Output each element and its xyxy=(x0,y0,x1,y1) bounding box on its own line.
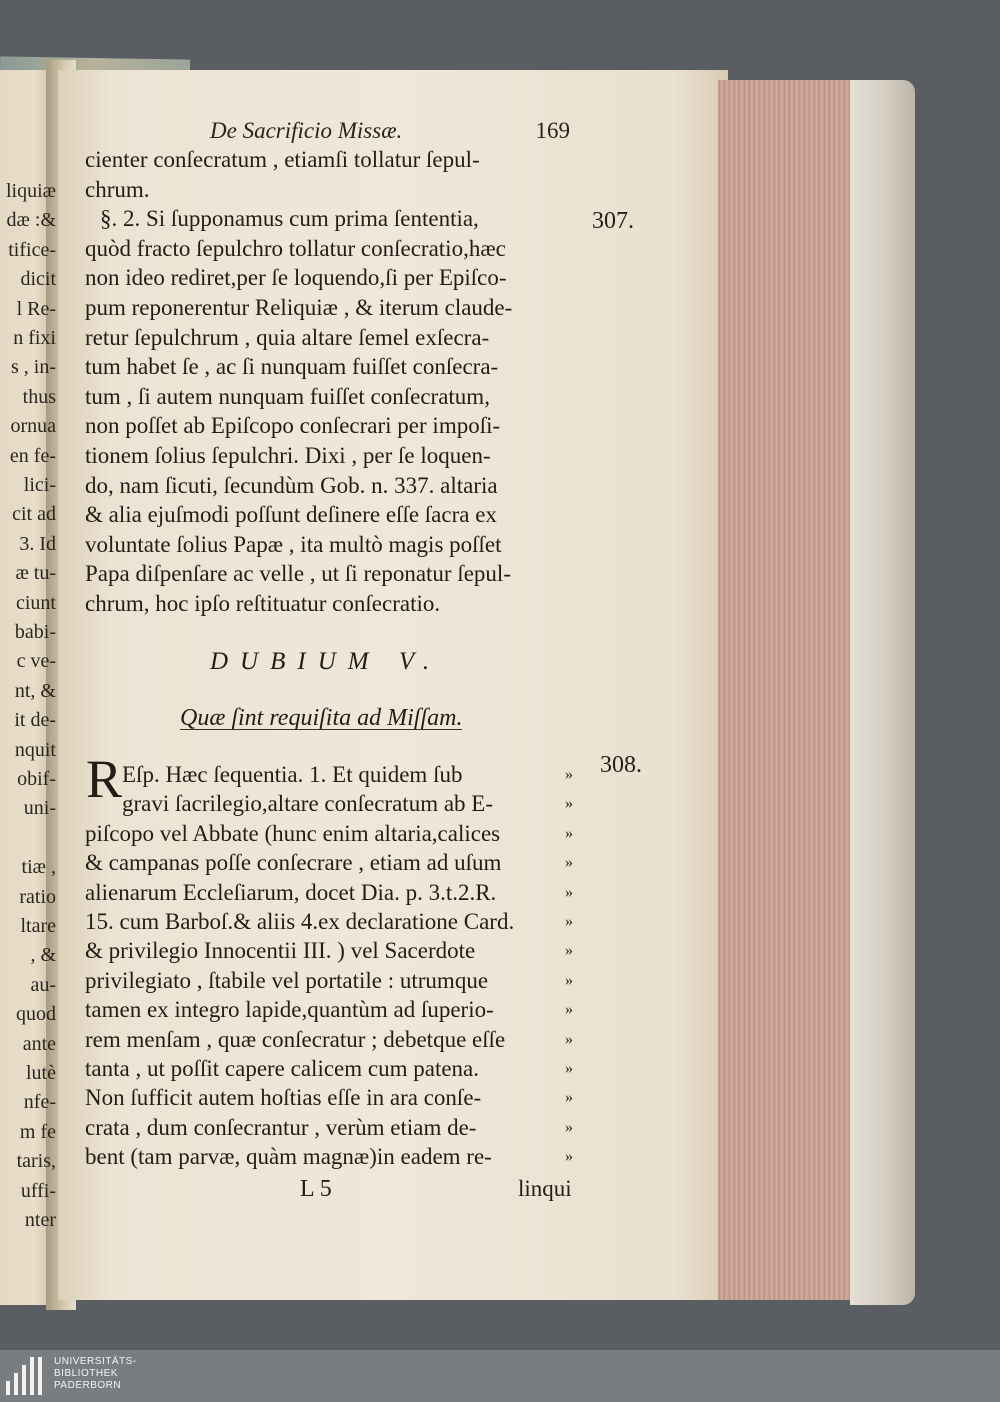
text-line: piſcopo vel Abbate (hunc enim altaria,calices xyxy=(85,820,501,846)
quote-mark: » xyxy=(565,795,573,813)
quote-mark: » xyxy=(565,1118,573,1136)
text-line: chrum, hoc ipſo reſtituatur conſecratio. xyxy=(85,591,441,616)
text-line: §. 2. Si ſupponamus cum prima ſententia, xyxy=(100,206,479,232)
left-page-line: ratio xyxy=(19,885,56,908)
text-line: cienter conſecratum , etiamſi tollatur ſepul- xyxy=(85,147,480,172)
left-page-line: lici- xyxy=(23,474,56,496)
left-page-line: 3. Id xyxy=(19,532,56,555)
text-line: tum , ſi autem nunquam fuiſſet conſecratum, xyxy=(85,383,490,409)
left-page-line: uffi- xyxy=(20,1179,56,1202)
left-page-line: c ve- xyxy=(16,650,56,673)
left-page-line: dæ :& xyxy=(6,209,56,232)
page-edges xyxy=(718,80,858,1300)
text-line: retur ſepulchrum , quia altare ſemel exſecra- xyxy=(85,324,490,350)
text-line: quòd fracto ſepulchro tollatur conſecratio,hæc xyxy=(85,235,506,261)
text-line: non ideo rediret,per ſe loquendo,ſi per Epiſco- xyxy=(85,265,507,291)
quote-mark: » xyxy=(565,1148,573,1166)
quote-mark: » xyxy=(565,1089,573,1107)
section-subheading: Quæ ſint requiſita ad Miſſam. xyxy=(180,705,463,731)
left-page-line: lutè xyxy=(26,1062,56,1084)
library-name-line-1: UNIVERSITÄTS- xyxy=(54,1356,137,1367)
drop-cap: R xyxy=(86,749,123,809)
text-line: bent (tam parvæ, quàm magnæ)in eadem re- xyxy=(85,1144,492,1170)
quote-mark: » xyxy=(565,1060,573,1077)
left-page-line: uni- xyxy=(23,797,56,820)
text-line: tum habet ſe , ac ſi nunquam fuiſſet conſecra- xyxy=(85,354,499,380)
left-page-line: nfe- xyxy=(23,1091,56,1114)
left-page-line: ltare xyxy=(20,915,56,937)
left-page-line: , & xyxy=(30,944,56,967)
library-name-line-2: BIBLIOTHEK xyxy=(54,1368,118,1379)
left-page-line: en fe- xyxy=(9,444,56,467)
left-page-line: æ tu- xyxy=(15,562,56,585)
text-line: do, nam ſicuti, ſecundùm Gob. n. 337. altaria xyxy=(85,472,498,498)
library-name xyxy=(54,1356,137,1392)
text-line: voluntate ſolius Papæ , ita multò magis poſſet xyxy=(85,531,502,557)
text-line: rem menſam , quæ conſecratur ; debetque eſſe xyxy=(85,1026,506,1052)
left-page-line: ante xyxy=(22,1032,56,1055)
left-page-line: liquiæ xyxy=(5,180,56,202)
left-page-line: tifice- xyxy=(8,238,56,261)
quote-mark: » xyxy=(565,766,573,783)
left-page-line: nquit xyxy=(14,738,56,761)
left-page-line: tiæ , xyxy=(21,856,56,879)
left-page-line: s , in- xyxy=(11,356,56,379)
quote-mark: » xyxy=(565,942,573,960)
quote-mark: » xyxy=(565,971,573,989)
left-page-line: au- xyxy=(30,973,56,996)
left-page-line: l Re- xyxy=(16,297,56,320)
text-line: & alia ejuſmodi poſſunt deſinere eſſe ſacra ex xyxy=(85,502,497,528)
text-line: chrum. xyxy=(85,176,150,202)
text-line: & campanas poſſe conſecrare , etiam ad uſum xyxy=(85,850,502,876)
left-page-line: ornua xyxy=(10,415,56,438)
text-line: tionem ſolius ſepulchri. Dixi , per ſe loquen- xyxy=(85,443,491,468)
text-line: alienarum Eccleſiarum, docet Dia. p. 3.t.2.R. xyxy=(85,879,497,905)
text-line: Eſp. Hæc ſequentia. 1. Et quidem ſub xyxy=(122,762,463,787)
quote-mark: » xyxy=(565,1001,573,1019)
left-page-line: ciunt xyxy=(16,591,56,614)
left-page-line: quod xyxy=(16,1003,56,1026)
left-page-line: it de- xyxy=(14,709,56,732)
quote-mark: » xyxy=(565,883,573,901)
quote-mark: » xyxy=(565,1030,573,1048)
left-page-line: obif- xyxy=(17,768,56,790)
text-line: pum reponerentur Reliquiæ , & iterum claude- xyxy=(85,295,513,320)
catchword: linqui xyxy=(518,1176,572,1201)
margin-number-308: 308. xyxy=(600,752,642,778)
quote-mark: » xyxy=(565,824,573,842)
left-page-line: cit ad xyxy=(12,503,56,526)
text-line: crata , dum conſecrantur , verùm etiam de- xyxy=(85,1114,477,1140)
running-head xyxy=(210,118,570,144)
text-line: & privilegio Innocentii III. ) vel Sacerdote xyxy=(85,938,476,964)
signature-mark: L 5 xyxy=(300,1176,332,1202)
text-line: tanta , ut poſſit capere calicem cum patena. xyxy=(85,1056,480,1081)
library-name-line-3: PADERBORN xyxy=(54,1380,122,1391)
library-footer xyxy=(0,1350,1000,1402)
margin-number-307: 307. xyxy=(592,208,634,234)
left-page-line: nt, & xyxy=(14,679,56,702)
left-page-line: n fixi xyxy=(13,327,56,349)
left-page-line: taris, xyxy=(16,1150,56,1173)
text-line: 15. cum Barboſ.& aliis 4.ex declaratione Card. xyxy=(85,909,515,934)
left-page-line: babi- xyxy=(14,621,56,643)
text-line: gravi ſacrilegio,altare conſecratum ab E- xyxy=(122,791,493,817)
text-line: privilegiato , ſtabile vel portatile : utrumque xyxy=(85,967,489,993)
left-page-line: nter xyxy=(24,1209,56,1231)
left-page-line: thus xyxy=(22,385,56,408)
text-line: Papa diſpenſare ac velle , ut ſi reponatur ſepul- xyxy=(85,561,511,587)
page-number: 169 xyxy=(535,118,570,143)
section-heading: DUBIUM V. xyxy=(210,648,442,675)
cover-edge xyxy=(850,80,915,1305)
quote-mark: » xyxy=(565,913,573,930)
left-page-line: dicit xyxy=(20,268,56,291)
text-line: Non ſufficit autem hoſtias eſſe in ara conſe- xyxy=(85,1085,482,1111)
text-line: tamen ex integro lapide,quantùm ad ſuperio- xyxy=(85,997,494,1023)
library-logo-icon xyxy=(6,1357,46,1395)
text-line: non poſſet ab Epiſcopo conſecrari per impoſi- xyxy=(85,413,501,439)
quote-mark: » xyxy=(565,854,573,872)
running-head-title: De Sacrificio Missæ. xyxy=(210,118,403,143)
left-page-line: m fe xyxy=(19,1120,56,1143)
